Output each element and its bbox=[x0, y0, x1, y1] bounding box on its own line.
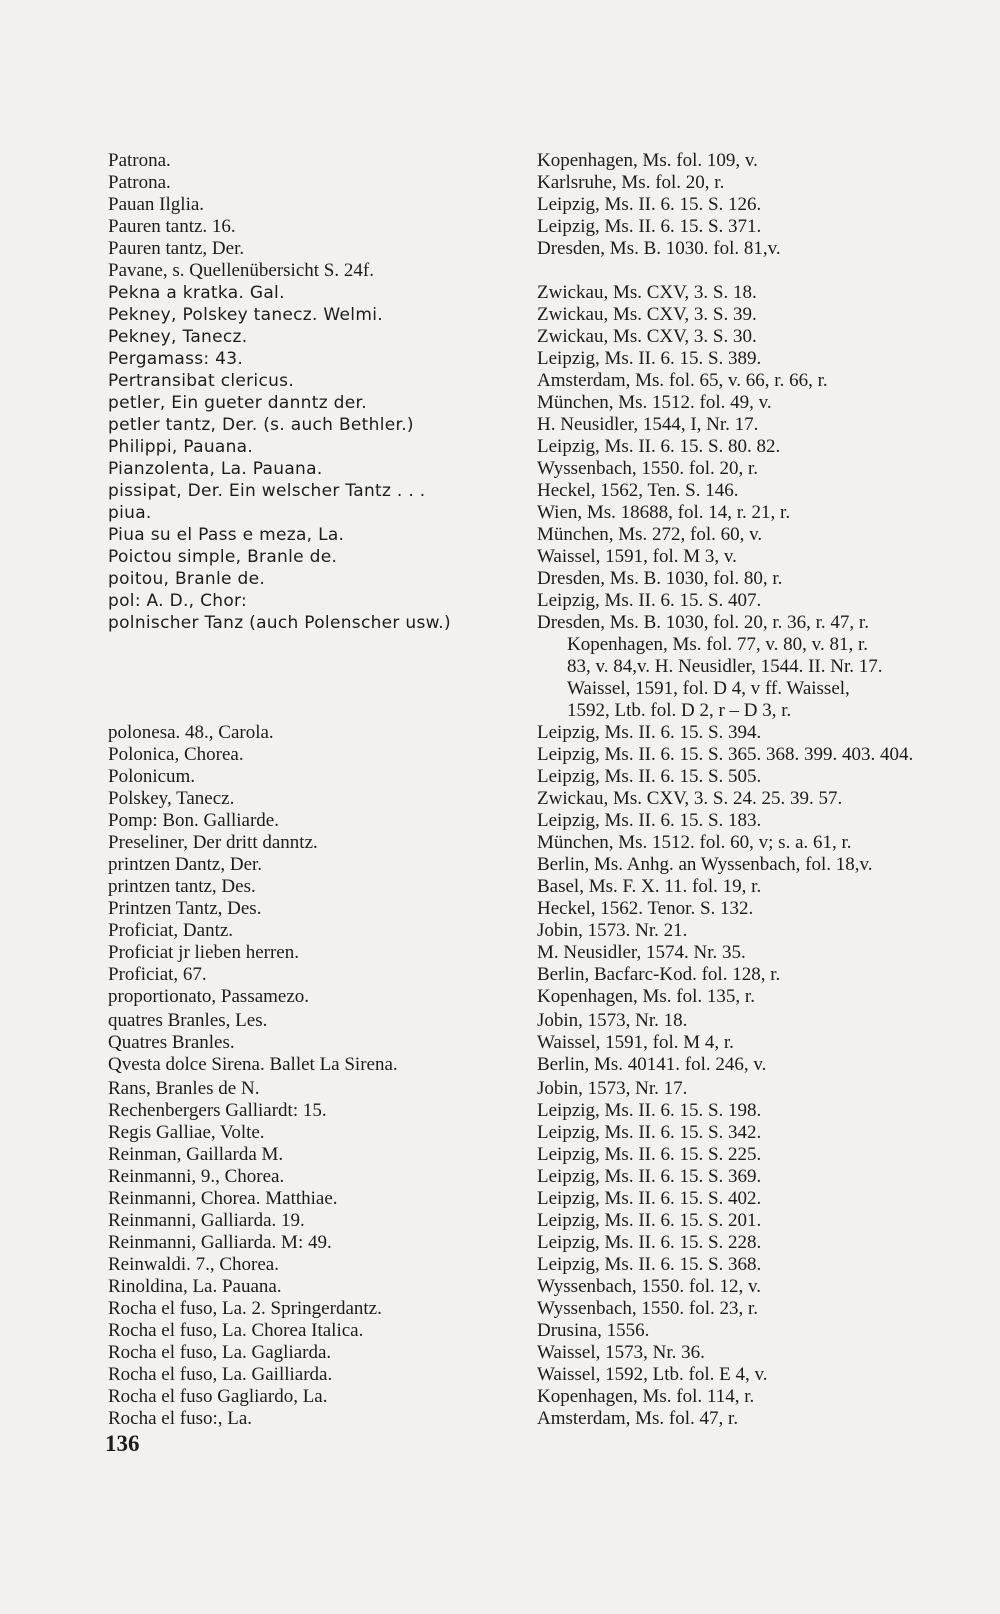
entry-title: Proficiat, Dantz. bbox=[108, 920, 234, 941]
entry-source: Wien, Ms. 18688, fol. 14, r. 21, r. bbox=[537, 502, 791, 523]
entry-title: Pomp: Bon. Galliarde. bbox=[108, 810, 279, 831]
entry-title: Regis Galliae, Volte. bbox=[108, 1122, 265, 1143]
entry-source: Wyssenbach, 1550. fol. 20, r. bbox=[537, 458, 759, 479]
entry-title: pol: A. D., Chor: bbox=[108, 591, 248, 611]
entry-source: Basel, Ms. F. X. 11. fol. 19, r. bbox=[537, 876, 762, 897]
entry-title: poitou, Branle de. bbox=[108, 569, 266, 589]
entry-title: petler, Ein gueter danntz der. bbox=[108, 393, 367, 413]
entry-source: Leipzig, Ms. II. 6. 15. S. 183. bbox=[537, 810, 762, 831]
entry-source: Waissel, 1573, Nr. 36. bbox=[537, 1342, 705, 1363]
entry-source: Jobin, 1573, Nr. 17. bbox=[537, 1078, 688, 1099]
entry-title: Polskey, Tanecz. bbox=[108, 788, 235, 809]
entry-source: München, Ms. 272, fol. 60, v. bbox=[537, 524, 763, 545]
entry-source: Leipzig, Ms. II. 6. 15. S. 394. bbox=[537, 722, 762, 743]
entry-title: Pertransibat clericus. bbox=[108, 371, 295, 391]
entry-title: Proficiat, 67. bbox=[108, 964, 207, 985]
entry-title: Rechenbergers Galliardt: 15. bbox=[108, 1100, 327, 1121]
entry-title: Pekna a kratka. Gal. bbox=[108, 283, 285, 303]
entry-title: Pekney, Tanecz. bbox=[108, 327, 248, 347]
entry-source: M. Neusidler, 1574. Nr. 35. bbox=[537, 942, 746, 963]
entry-title: printzen Dantz, Der. bbox=[108, 854, 263, 875]
entry-title: printzen tantz, Des. bbox=[108, 876, 256, 897]
entry-title: Rocha el fuso, La. 2. Springerdantz. bbox=[108, 1298, 382, 1319]
entry-title: quatres Branles, Les. bbox=[108, 1010, 268, 1031]
entry-title: Philippi, Pauana. bbox=[108, 437, 254, 457]
entry-title: Reinmanni, 9., Chorea. bbox=[108, 1166, 285, 1187]
entry-source: Leipzig, Ms. II. 6. 15. S. 389. bbox=[537, 348, 762, 369]
entry-source: Wyssenbach, 1550. fol. 12, v. bbox=[537, 1276, 762, 1297]
entry-source: Leipzig, Ms. II. 6. 15. S. 368. bbox=[537, 1254, 762, 1275]
entry-title: Reinmanni, Galliarda. 19. bbox=[108, 1210, 305, 1231]
entry-title: Reinmanni, Chorea. Matthiae. bbox=[108, 1188, 338, 1209]
entry-title: Rocha el fuso:, La. bbox=[108, 1408, 253, 1429]
entry-source: Kopenhagen, Ms. fol. 109, v. bbox=[537, 150, 758, 171]
entry-source: Amsterdam, Ms. fol. 47, r. bbox=[537, 1408, 739, 1429]
entry-source: Berlin, Ms. 40141. fol. 246, v. bbox=[537, 1054, 767, 1075]
entry-title: Reinman, Gaillarda M. bbox=[108, 1144, 284, 1165]
entry-source: München, Ms. 1512. fol. 49, v. bbox=[537, 392, 772, 413]
entry-title: Reinmanni, Galliarda. M: 49. bbox=[108, 1232, 332, 1253]
entry-source: Heckel, 1562, Ten. S. 146. bbox=[537, 480, 739, 501]
entry-source: Zwickau, Ms. CXV, 3. S. 30. bbox=[537, 326, 757, 347]
entry-title: petler tantz, Der. (s. auch Bethler.) bbox=[108, 415, 414, 435]
entry-source: Waissel, 1591, fol. M 3, v. bbox=[537, 546, 737, 567]
entry-source: Kopenhagen, Ms. fol. 135, r. bbox=[537, 986, 755, 1007]
entry-source: Drusina, 1556. bbox=[537, 1320, 650, 1341]
entry-title: piua. bbox=[108, 503, 152, 523]
entry-source: Leipzig, Ms. II. 6. 15. S. 198. bbox=[537, 1100, 762, 1121]
entry-source: Leipzig, Ms. II. 6. 15. S. 371. bbox=[537, 216, 762, 237]
entry-title: Reinwaldi. 7., Chorea. bbox=[108, 1254, 279, 1275]
entry-title: Pauan Ilglia. bbox=[108, 194, 205, 215]
entry-source: Waissel, 1591, fol. D 4, v ff. Waissel, bbox=[567, 678, 850, 699]
entry-source: Kopenhagen, Ms. fol. 77, v. 80, v. 81, r. bbox=[567, 634, 868, 655]
entry-source: Leipzig, Ms. II. 6. 15. S. 365. 368. 399. 403. 404. bbox=[537, 744, 914, 765]
entry-source: Leipzig, Ms. II. 6. 15. S. 369. bbox=[537, 1166, 762, 1187]
entry-source: Leipzig, Ms. II. 6. 15. S. 126. bbox=[537, 194, 762, 215]
entry-source: Jobin, 1573. Nr. 21. bbox=[537, 920, 688, 941]
entry-source: 1592, Ltb. fol. D 2, r – D 3, r. bbox=[567, 700, 792, 721]
entry-title: Patrona. bbox=[108, 150, 171, 171]
entry-title: polnischer Tanz (auch Polenscher usw.) bbox=[108, 613, 451, 633]
entry-source: Heckel, 1562. Tenor. S. 132. bbox=[537, 898, 754, 919]
entry-source: Zwickau, Ms. CXV, 3. S. 18. bbox=[537, 282, 757, 303]
entry-title: Proficiat jr lieben herren. bbox=[108, 942, 299, 963]
entry-source: Waissel, 1591, fol. M 4, r. bbox=[537, 1032, 734, 1053]
entry-source: Karlsruhe, Ms. fol. 20, r. bbox=[537, 172, 725, 193]
entry-title: Polonica, Chorea. bbox=[108, 744, 244, 765]
entry-title: Piua su el Pass e meza, La. bbox=[108, 525, 345, 545]
entry-title: proportionato, Passamezo. bbox=[108, 986, 310, 1007]
entry-source: Leipzig, Ms. II. 6. 15. S. 225. bbox=[537, 1144, 762, 1165]
entry-title: Pauren tantz, Der. bbox=[108, 238, 245, 259]
entry-source: Leipzig, Ms. II. 6. 15. S. 228. bbox=[537, 1232, 762, 1253]
entry-title: Rocha el fuso, La. Chorea Italica. bbox=[108, 1320, 364, 1341]
entry-source: Dresden, Ms. B. 1030, fol. 80, r. bbox=[537, 568, 783, 589]
entry-title: polonesa. 48., Carola. bbox=[108, 722, 274, 743]
entry-source: Jobin, 1573, Nr. 18. bbox=[537, 1010, 688, 1031]
entry-title: Pianzolenta, La. Pauana. bbox=[108, 459, 323, 479]
entry-title: Quatres Branles. bbox=[108, 1032, 235, 1053]
entry-source: München, Ms. 1512. fol. 60, v; s. a. 61, r. bbox=[537, 832, 852, 853]
entry-source: 83, v. 84,v. H. Neusidler, 1544. II. Nr. 17. bbox=[567, 656, 883, 677]
entry-source: Amsterdam, Ms. fol. 65, v. 66, r. 66, r. bbox=[537, 370, 828, 391]
entry-title: Poictou simple, Branle de. bbox=[108, 547, 338, 567]
entry-title: Pavane, s. Quellenübersicht S. 24f. bbox=[108, 260, 374, 281]
entry-title: Patrona. bbox=[108, 172, 171, 193]
page-number: 136 bbox=[105, 1431, 140, 1456]
entry-source: Kopenhagen, Ms. fol. 114, r. bbox=[537, 1386, 755, 1407]
entry-title: pissipat, Der. Ein welscher Tantz . . . bbox=[108, 481, 426, 501]
entry-source: Dresden, Ms. B. 1030. fol. 81,v. bbox=[537, 238, 781, 259]
entry-title: Polonicum. bbox=[108, 766, 196, 787]
entry-source: Wyssenbach, 1550. fol. 23, r. bbox=[537, 1298, 759, 1319]
entry-title: Qvesta dolce Sirena. Ballet La Sirena. bbox=[108, 1054, 398, 1075]
entry-source: H. Neusidler, 1544, I, Nr. 17. bbox=[537, 414, 759, 435]
entry-source: Leipzig, Ms. II. 6. 15. S. 407. bbox=[537, 590, 762, 611]
entry-source: Dresden, Ms. B. 1030, fol. 20, r. 36, r. 47, r. bbox=[537, 612, 869, 633]
entry-source: Waissel, 1592, Ltb. fol. E 4, v. bbox=[537, 1364, 768, 1385]
entry-title: Rocha el fuso, La. Gagliarda. bbox=[108, 1342, 332, 1363]
entry-title: Pauren tantz. 16. bbox=[108, 216, 236, 237]
entry-source: Berlin, Bacfarc-Kod. fol. 128, r. bbox=[537, 964, 781, 985]
entry-source: Leipzig, Ms. II. 6. 15. S. 201. bbox=[537, 1210, 762, 1231]
entry-source: Leipzig, Ms. II. 6. 15. S. 80. 82. bbox=[537, 436, 781, 457]
entry-title: Pergamass: 43. bbox=[108, 349, 244, 369]
entry-source: Zwickau, Ms. CXV, 3. S. 24. 25. 39. 57. bbox=[537, 788, 843, 809]
entry-source: Zwickau, Ms. CXV, 3. S. 39. bbox=[537, 304, 757, 325]
entry-title: Rocha el fuso Gagliardo, La. bbox=[108, 1386, 328, 1407]
entry-source: Berlin, Ms. Anhg. an Wyssenbach, fol. 18,v. bbox=[537, 854, 873, 875]
entry-source: Leipzig, Ms. II. 6. 15. S. 505. bbox=[537, 766, 762, 787]
entry-title: Rinoldina, La. Pauana. bbox=[108, 1276, 282, 1297]
entry-title: Rocha el fuso, La. Gailliarda. bbox=[108, 1364, 333, 1385]
entry-title: Printzen Tantz, Des. bbox=[108, 898, 262, 919]
entry-source: Leipzig, Ms. II. 6. 15. S. 402. bbox=[537, 1188, 762, 1209]
entry-title: Preseliner, Der dritt danntz. bbox=[108, 832, 318, 853]
entry-title: Rans, Branles de N. bbox=[108, 1078, 260, 1099]
entry-source: Leipzig, Ms. II. 6. 15. S. 342. bbox=[537, 1122, 762, 1143]
entry-title: Pekney, Polskey tanecz. Welmi. bbox=[108, 305, 383, 325]
